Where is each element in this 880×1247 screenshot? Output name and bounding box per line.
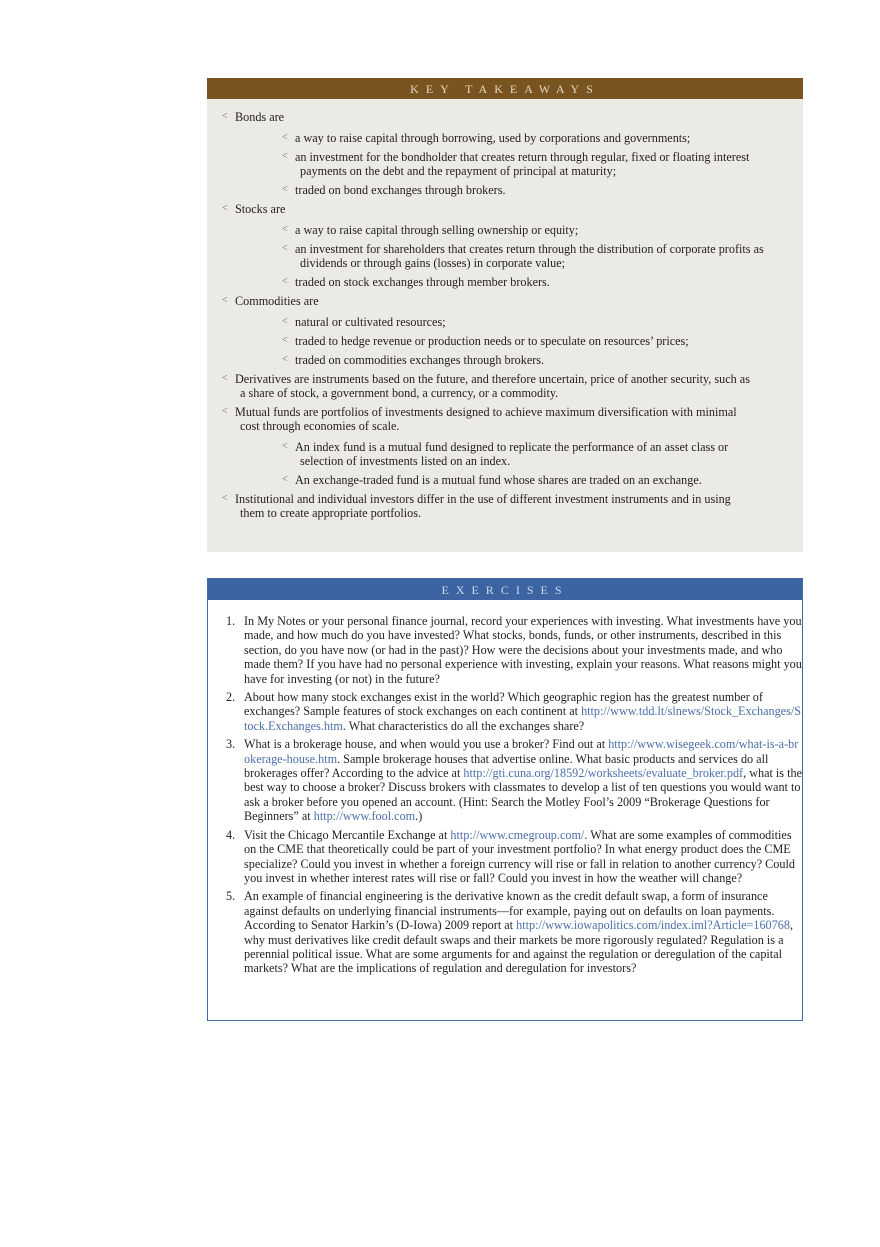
exercise-item bbox=[226, 828, 802, 886]
takeaway-item bbox=[222, 405, 783, 487]
exercise-text-run: . Sample brokerage houses that advertise online. What basic products and services do all brokerages offer? According to the advice at bbox=[244, 751, 769, 781]
takeaway-subline: traded on bond exchanges through brokers. bbox=[295, 183, 506, 197]
exercise-text-run: Visit the Chicago Mercantile Exchange at bbox=[244, 827, 451, 842]
takeaway-subitem bbox=[282, 440, 783, 468]
bullet-icon: < bbox=[282, 243, 288, 254]
bullet-icon: < bbox=[222, 493, 228, 504]
takeaway-subtext bbox=[295, 440, 783, 468]
takeaway-subitem bbox=[282, 183, 783, 197]
exercise-text-run: , why must derivatives like credit default swaps and their markets be more rigorously regulated? Regulation is a perennial political issue. What are some arguments for and against the regulation or deregulation of the capital markets? What are the implications of regulation and deregulation for investors? bbox=[244, 918, 793, 976]
bullet-icon: < bbox=[282, 354, 288, 365]
exercises-box bbox=[207, 578, 803, 1021]
takeaway-text bbox=[235, 110, 783, 124]
exercise-link[interactable]: http://www.iowapolitics.com/index.iml?Article=160768 bbox=[516, 918, 790, 933]
takeaway-text bbox=[235, 294, 783, 308]
key-takeaways-list bbox=[207, 99, 803, 520]
exercise-link[interactable]: http://www.cmegroup.com/ bbox=[450, 827, 585, 842]
exercises-list bbox=[208, 600, 802, 976]
bullet-icon: < bbox=[222, 111, 228, 122]
exercise-link[interactable]: http://www.fool.com bbox=[313, 809, 416, 824]
bullet-icon: < bbox=[282, 335, 288, 346]
takeaway-text bbox=[235, 405, 783, 433]
takeaway-subline: An exchange-traded fund is a mutual fund whose shares are traded on an exchange. bbox=[295, 473, 702, 487]
bullet-icon: < bbox=[282, 184, 288, 195]
exercise-item bbox=[226, 889, 802, 975]
exercise-number: 3. bbox=[226, 737, 236, 752]
takeaway-subitem bbox=[282, 473, 783, 487]
takeaway-subline: natural or cultivated resources; bbox=[295, 315, 446, 329]
takeaway-text bbox=[235, 202, 783, 216]
exercise-text bbox=[241, 737, 802, 823]
takeaway-sublist bbox=[235, 440, 783, 487]
takeaway-subitem bbox=[282, 315, 783, 329]
takeaway-line: Derivatives are instruments based on the future, and therefore uncertain, price of another security, such as bbox=[235, 372, 750, 386]
exercise-number: 2. bbox=[226, 690, 236, 705]
takeaway-sublist bbox=[235, 223, 783, 289]
exercise-text-run: .) bbox=[415, 809, 423, 824]
exercise-link[interactable]: http://www.tdd.lt/slnews/Stock_Exchanges/Stock.Exchanges.htm bbox=[244, 704, 801, 733]
exercise-number: 4. bbox=[226, 827, 236, 842]
takeaway-item bbox=[222, 492, 783, 520]
exercise-number: 1. bbox=[226, 614, 236, 628]
exercise-number: 5. bbox=[226, 889, 236, 904]
bullet-icon: < bbox=[282, 151, 288, 162]
bullet-icon: < bbox=[222, 406, 228, 417]
takeaway-subtext bbox=[295, 150, 783, 178]
exercise-text bbox=[241, 690, 802, 733]
takeaway-subitem bbox=[282, 223, 783, 237]
takeaway-subline: traded on stock exchanges through member brokers. bbox=[295, 275, 550, 289]
takeaway-subline: traded to hedge revenue or production needs or to speculate on resources’ prices; bbox=[295, 334, 689, 348]
takeaway-subtext bbox=[295, 131, 783, 145]
bullet-icon: < bbox=[282, 316, 288, 327]
takeaway-subitem bbox=[282, 353, 783, 367]
exercise-text-run: . What are some examples of commodities on the CME that theoretically could be part of your investment portfolio? In what energy product does the CME specialize? Could you invest in whether a foreign currency will rise or fall in relation to another currency? Could you invest in whether interest rates will rise or fall? Could you invest in how the weather will change? bbox=[244, 827, 795, 885]
takeaway-item bbox=[222, 110, 783, 197]
takeaway-subtext bbox=[295, 242, 783, 270]
takeaway-item bbox=[222, 294, 783, 367]
exercise-text-run: . What characteristics do all the exchanges share? bbox=[342, 718, 585, 733]
takeaway-subline: payments on the debt and the repayment of principal at maturity; bbox=[300, 164, 617, 178]
takeaway-subtext bbox=[295, 183, 783, 197]
takeaway-line: a share of stock, a government bond, a currency, or a commodity. bbox=[240, 386, 559, 400]
takeaway-line: Mutual funds are portfolios of investments designed to achieve maximum diversification with minimal bbox=[235, 405, 737, 419]
takeaway-subline: an investment for the bondholder that creates return through regular, fixed or floating interest bbox=[295, 150, 750, 164]
takeaway-subline: traded on commodities exchanges through brokers. bbox=[295, 353, 545, 367]
takeaway-item bbox=[222, 202, 783, 289]
takeaway-line: Institutional and individual investors differ in the use of different investment instruments and in using bbox=[235, 492, 731, 506]
takeaway-subline: selection of investments listed on an index. bbox=[300, 454, 511, 468]
takeaway-line: Commodities are bbox=[235, 294, 319, 308]
exercise-text bbox=[241, 828, 802, 886]
bullet-icon: < bbox=[222, 203, 228, 214]
takeaway-subtext bbox=[295, 353, 783, 367]
takeaway-line: Bonds are bbox=[235, 110, 285, 124]
bullet-icon: < bbox=[282, 132, 288, 143]
takeaway-subtext bbox=[295, 223, 783, 237]
takeaway-subline: An index fund is a mutual fund designed to replicate the performance of an asset class or bbox=[295, 440, 729, 454]
exercise-text-run: What is a brokerage house, and when would you use a broker? Find out at bbox=[244, 737, 609, 752]
takeaway-subline: an investment for shareholders that creates return through the distribution of corporate profits as bbox=[295, 242, 764, 256]
exercise-text-run: , what is the best way to choose a broker? Discuss brokers with classmates to develop a list of ten questions you would want to ask a broker before you opened an account. (Hint: Search the Motley Fool’s 2009 “Brokerage Questions for Beginners” at bbox=[244, 766, 802, 824]
takeaway-sublist bbox=[235, 131, 783, 197]
bullet-icon: < bbox=[222, 373, 228, 384]
exercise-text bbox=[241, 614, 802, 686]
takeaway-text bbox=[235, 372, 783, 400]
takeaway-subitem bbox=[282, 242, 783, 270]
takeaway-subtext bbox=[295, 315, 783, 329]
bullet-icon: < bbox=[282, 276, 288, 287]
takeaway-line: Stocks are bbox=[235, 202, 286, 216]
exercise-text-run: About how many stock exchanges exist in the world? Which geographic region has the greatest number of exchanges? Sample features of stock exchanges on each continent at bbox=[244, 690, 763, 719]
key-takeaways-title: KEY TAKEAWAYS bbox=[207, 78, 803, 99]
takeaway-line: cost through economies of scale. bbox=[240, 419, 400, 433]
takeaway-sublist bbox=[235, 315, 783, 367]
bullet-icon: < bbox=[282, 224, 288, 235]
key-takeaways-box bbox=[207, 78, 803, 552]
takeaway-subitem bbox=[282, 131, 783, 145]
takeaway-line: them to create appropriate portfolios. bbox=[240, 506, 422, 520]
bullet-icon: < bbox=[222, 295, 228, 306]
bullet-icon: < bbox=[282, 441, 288, 452]
exercise-text-run: An example of financial engineering is the derivative known as the credit default swap, a form of insurance against defaults on underlying financial instruments—for example, paying out on defaults on loan payments. According to Senator Harkin’s (D-Iowa) 2009 report at bbox=[244, 889, 775, 933]
exercises-title: EXERCISES bbox=[208, 579, 802, 600]
exercise-link[interactable]: http://gti.cuna.org/18592/worksheets/evaluate_broker.pdf bbox=[463, 766, 744, 781]
takeaway-subitem bbox=[282, 275, 783, 289]
takeaway-item bbox=[222, 372, 783, 400]
exercise-item bbox=[226, 614, 802, 686]
exercise-link[interactable]: http://www.wisegeek.com/what-is-a-brokerage-house.htm bbox=[244, 737, 799, 766]
takeaway-subline: dividends or through gains (losses) in corporate value; bbox=[300, 256, 566, 270]
takeaway-subitem bbox=[282, 334, 783, 348]
bullet-icon: < bbox=[282, 474, 288, 485]
takeaway-subtext bbox=[295, 473, 783, 487]
takeaway-subitem bbox=[282, 150, 783, 178]
exercise-item bbox=[226, 737, 802, 823]
exercise-item bbox=[226, 690, 802, 733]
exercise-text bbox=[241, 889, 802, 975]
takeaway-subline: a way to raise capital through selling ownership or equity; bbox=[295, 223, 579, 237]
takeaway-subtext bbox=[295, 275, 783, 289]
takeaway-subline: a way to raise capital through borrowing, used by corporations and governments; bbox=[295, 131, 691, 145]
takeaway-text bbox=[235, 492, 783, 520]
takeaway-subtext bbox=[295, 334, 783, 348]
exercise-text-run: In My Notes or your personal finance journal, record your experiences with investing. What investments have you made, and how much do you have invested? What stocks, bonds, funds, or other instruments, described in this section, do you have now (or had in the past)? How were the decisions about your investments made, and who made them? If you have had no personal experience with investing, explain your reasons. What reasons might you have for investing (or not) in the future? bbox=[244, 614, 802, 686]
